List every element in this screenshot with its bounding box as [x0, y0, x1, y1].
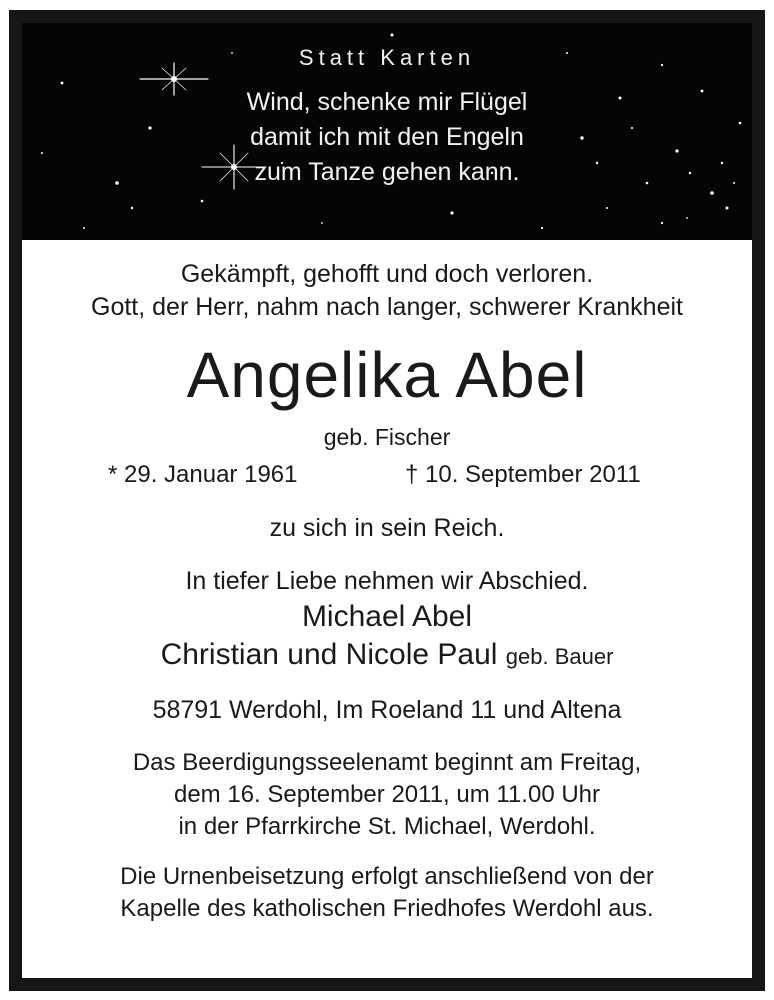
intro-text [22, 258, 752, 324]
birth-date: * 29. Januar 1961 [108, 461, 298, 488]
urn-line: Kapelle des katholischen Friedhofes Werdohl aus. [120, 895, 654, 922]
mourner-line [22, 636, 752, 676]
mourner-maiden: geb. Bauer [505, 644, 614, 669]
star [321, 222, 323, 224]
obituary-frame [9, 10, 765, 991]
statt-karten-label: Statt Karten [298, 45, 476, 70]
reich-text: zu sich in sein Reich. [269, 514, 505, 542]
service-line: Das Beerdigungsseelenamt beginnt am Freitag, [132, 749, 642, 776]
star [131, 207, 133, 209]
service-line: dem 16. September 2011, um 11.00 Uhr [173, 781, 601, 808]
farewell-text: In tiefer Liebe nehmen wir Abschied. [185, 567, 589, 595]
star [726, 207, 729, 210]
star [606, 207, 608, 209]
star [61, 82, 64, 85]
star [710, 191, 714, 195]
address: 58791 Werdohl, Im Roeland 11 und Altena [152, 696, 622, 724]
deceased-name: Angelika Abel [186, 339, 588, 411]
mourner-names: Christian und Nicole Paul [160, 638, 498, 671]
urn-line: Die Urnenbeisetzung erfolgt anschließend von der [120, 863, 654, 890]
star [201, 200, 204, 203]
star [686, 217, 688, 219]
maiden-name: geb. Fischer [323, 424, 451, 450]
star [661, 222, 663, 224]
urn-info [22, 861, 752, 925]
poem [22, 85, 752, 190]
poem-line: damit ich mit den Engeln [250, 123, 524, 151]
star [83, 227, 85, 229]
service-info [22, 747, 752, 843]
star [391, 34, 394, 37]
star [541, 227, 543, 229]
death-date: † 10. September 2011 [405, 461, 641, 488]
service-line: in der Pfarrkirche St. Michael, Werdohl. [178, 813, 596, 840]
intro-line: Gott, der Herr, nahm nach langer, schwerer Krankheit [91, 293, 683, 321]
mourners [22, 598, 752, 676]
starry-sky-header [22, 23, 752, 240]
star [450, 211, 453, 214]
obituary-body [22, 240, 752, 925]
intro-line: Gekämpft, gehofft und doch verloren. [180, 260, 594, 288]
poem-line: zum Tanze gehen kann. [254, 158, 520, 186]
life-dates [22, 458, 752, 492]
mourner-line: Michael Abel [301, 600, 473, 633]
poem-line: Wind, schenke mir Flügel [246, 88, 528, 116]
